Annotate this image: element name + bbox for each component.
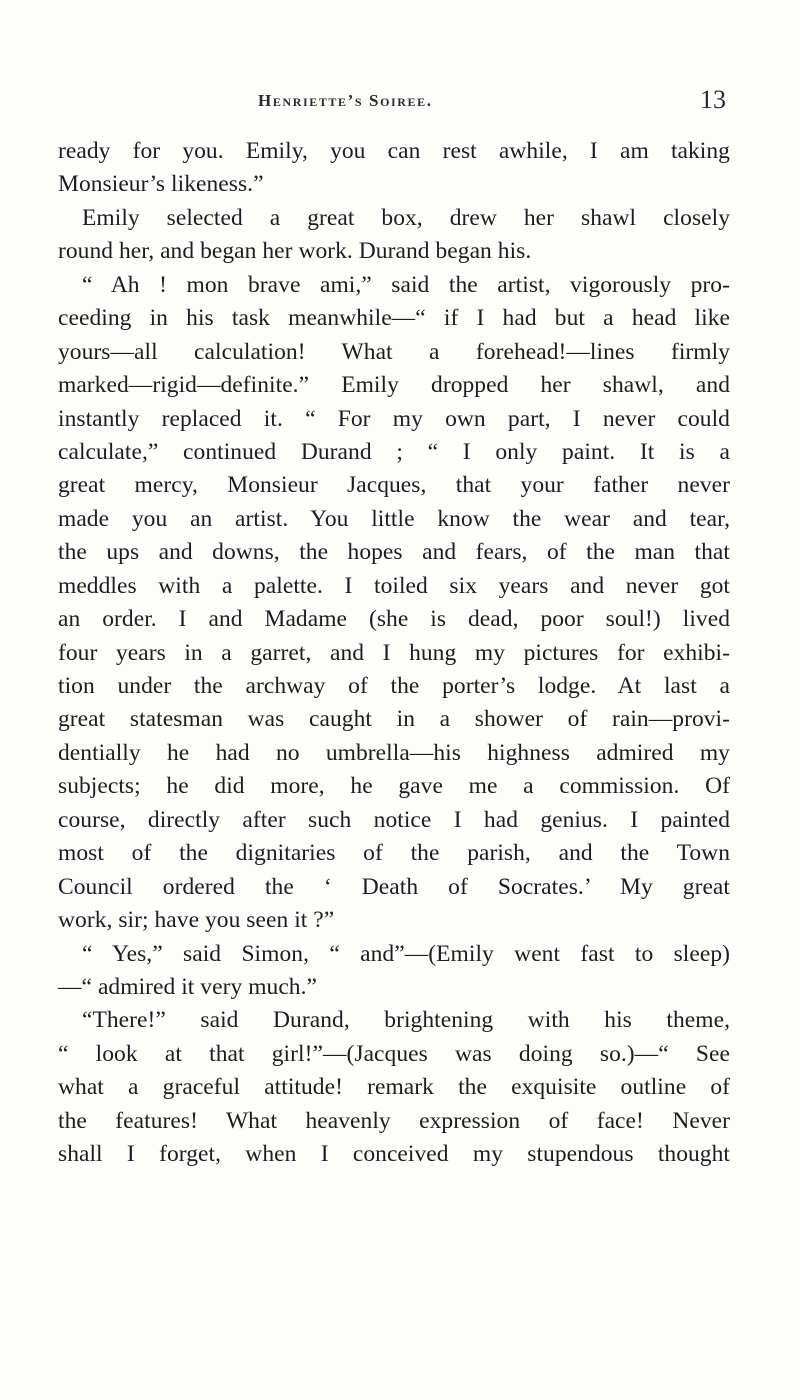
text-line: marked—rigid—definite.” Emily dropped her shawl, and <box>58 372 730 399</box>
text-line: great mercy, Monsieur Jacques, that your father never <box>58 472 730 499</box>
text-line: yours—all calculation! What a forehead!—lines firmly <box>58 338 730 365</box>
text-line: instantly replaced it. “ For my own part, I never could <box>58 405 730 432</box>
text-line: “ Ah ! mon brave ami,” said the artist, vigorously pro- <box>82 271 730 298</box>
text-line: most of the dignitaries of the parish, and the Town <box>58 840 730 867</box>
text-line: subjects; he did more, he gave me a commission. Of <box>58 773 730 800</box>
text-line: course, directly after such notice I had genius. I painted <box>58 806 730 833</box>
text-line: “ Yes,” said Simon, “ and”—(Emily went fast to sleep) <box>82 940 730 967</box>
text-line: work, sir; have you seen it ?” <box>58 907 335 934</box>
text-line: Council ordered the ‘ Death of Socrates.’ My great <box>58 873 730 900</box>
text-line: ceeding in his task meanwhile—“ if I had but a head like <box>58 305 730 332</box>
text-line: round her, and began her work. Durand began his. <box>58 238 532 265</box>
text-line: “There!” said Durand, brightening with his theme, <box>82 1007 730 1034</box>
running-title: Henriette’s Soiree. <box>258 91 433 110</box>
text-line: “ look at that girl!”—(Jacques was doing so.)—“ See <box>58 1040 730 1067</box>
page-number: 13 <box>700 85 726 114</box>
text-line: great statesman was caught in a shower of rain—provi- <box>58 706 730 733</box>
body-text <box>58 135 730 1172</box>
text-line: Emily selected a great box, drew her shawl closely <box>82 204 730 231</box>
text-line: the features! What heavenly expression of face! Never <box>58 1107 730 1134</box>
text-line: shall I forget, when I conceived my stupendous thought <box>58 1141 730 1168</box>
text-line: what a graceful attitude! remark the exquisite outline of <box>58 1074 730 1101</box>
text-line: —“ admired it very much.” <box>58 973 318 1000</box>
text-line: Monsieur’s likeness.” <box>58 171 264 198</box>
text-line: the ups and downs, the hopes and fears, of the man that <box>58 539 730 566</box>
text-line: four years in a garret, and I hung my pictures for exhibi- <box>58 639 730 666</box>
text-line: calculate,” continued Durand ; “ I only paint. It is a <box>58 438 730 465</box>
text-line: ready for you. Emily, you can rest awhile, I am taking <box>58 138 730 164</box>
text-line: made you an artist. You little know the wear and tear, <box>58 505 730 532</box>
text-line: dentially he had no umbrella—his highness admired my <box>58 739 730 766</box>
text-line: meddles with a palette. I toiled six years and never got <box>58 572 730 599</box>
text-line: an order. I and Madame (she is dead, poor soul!) lived <box>58 606 730 633</box>
text-line: tion under the archway of the porter’s lodge. At last a <box>58 673 730 699</box>
running-head <box>58 85 726 121</box>
